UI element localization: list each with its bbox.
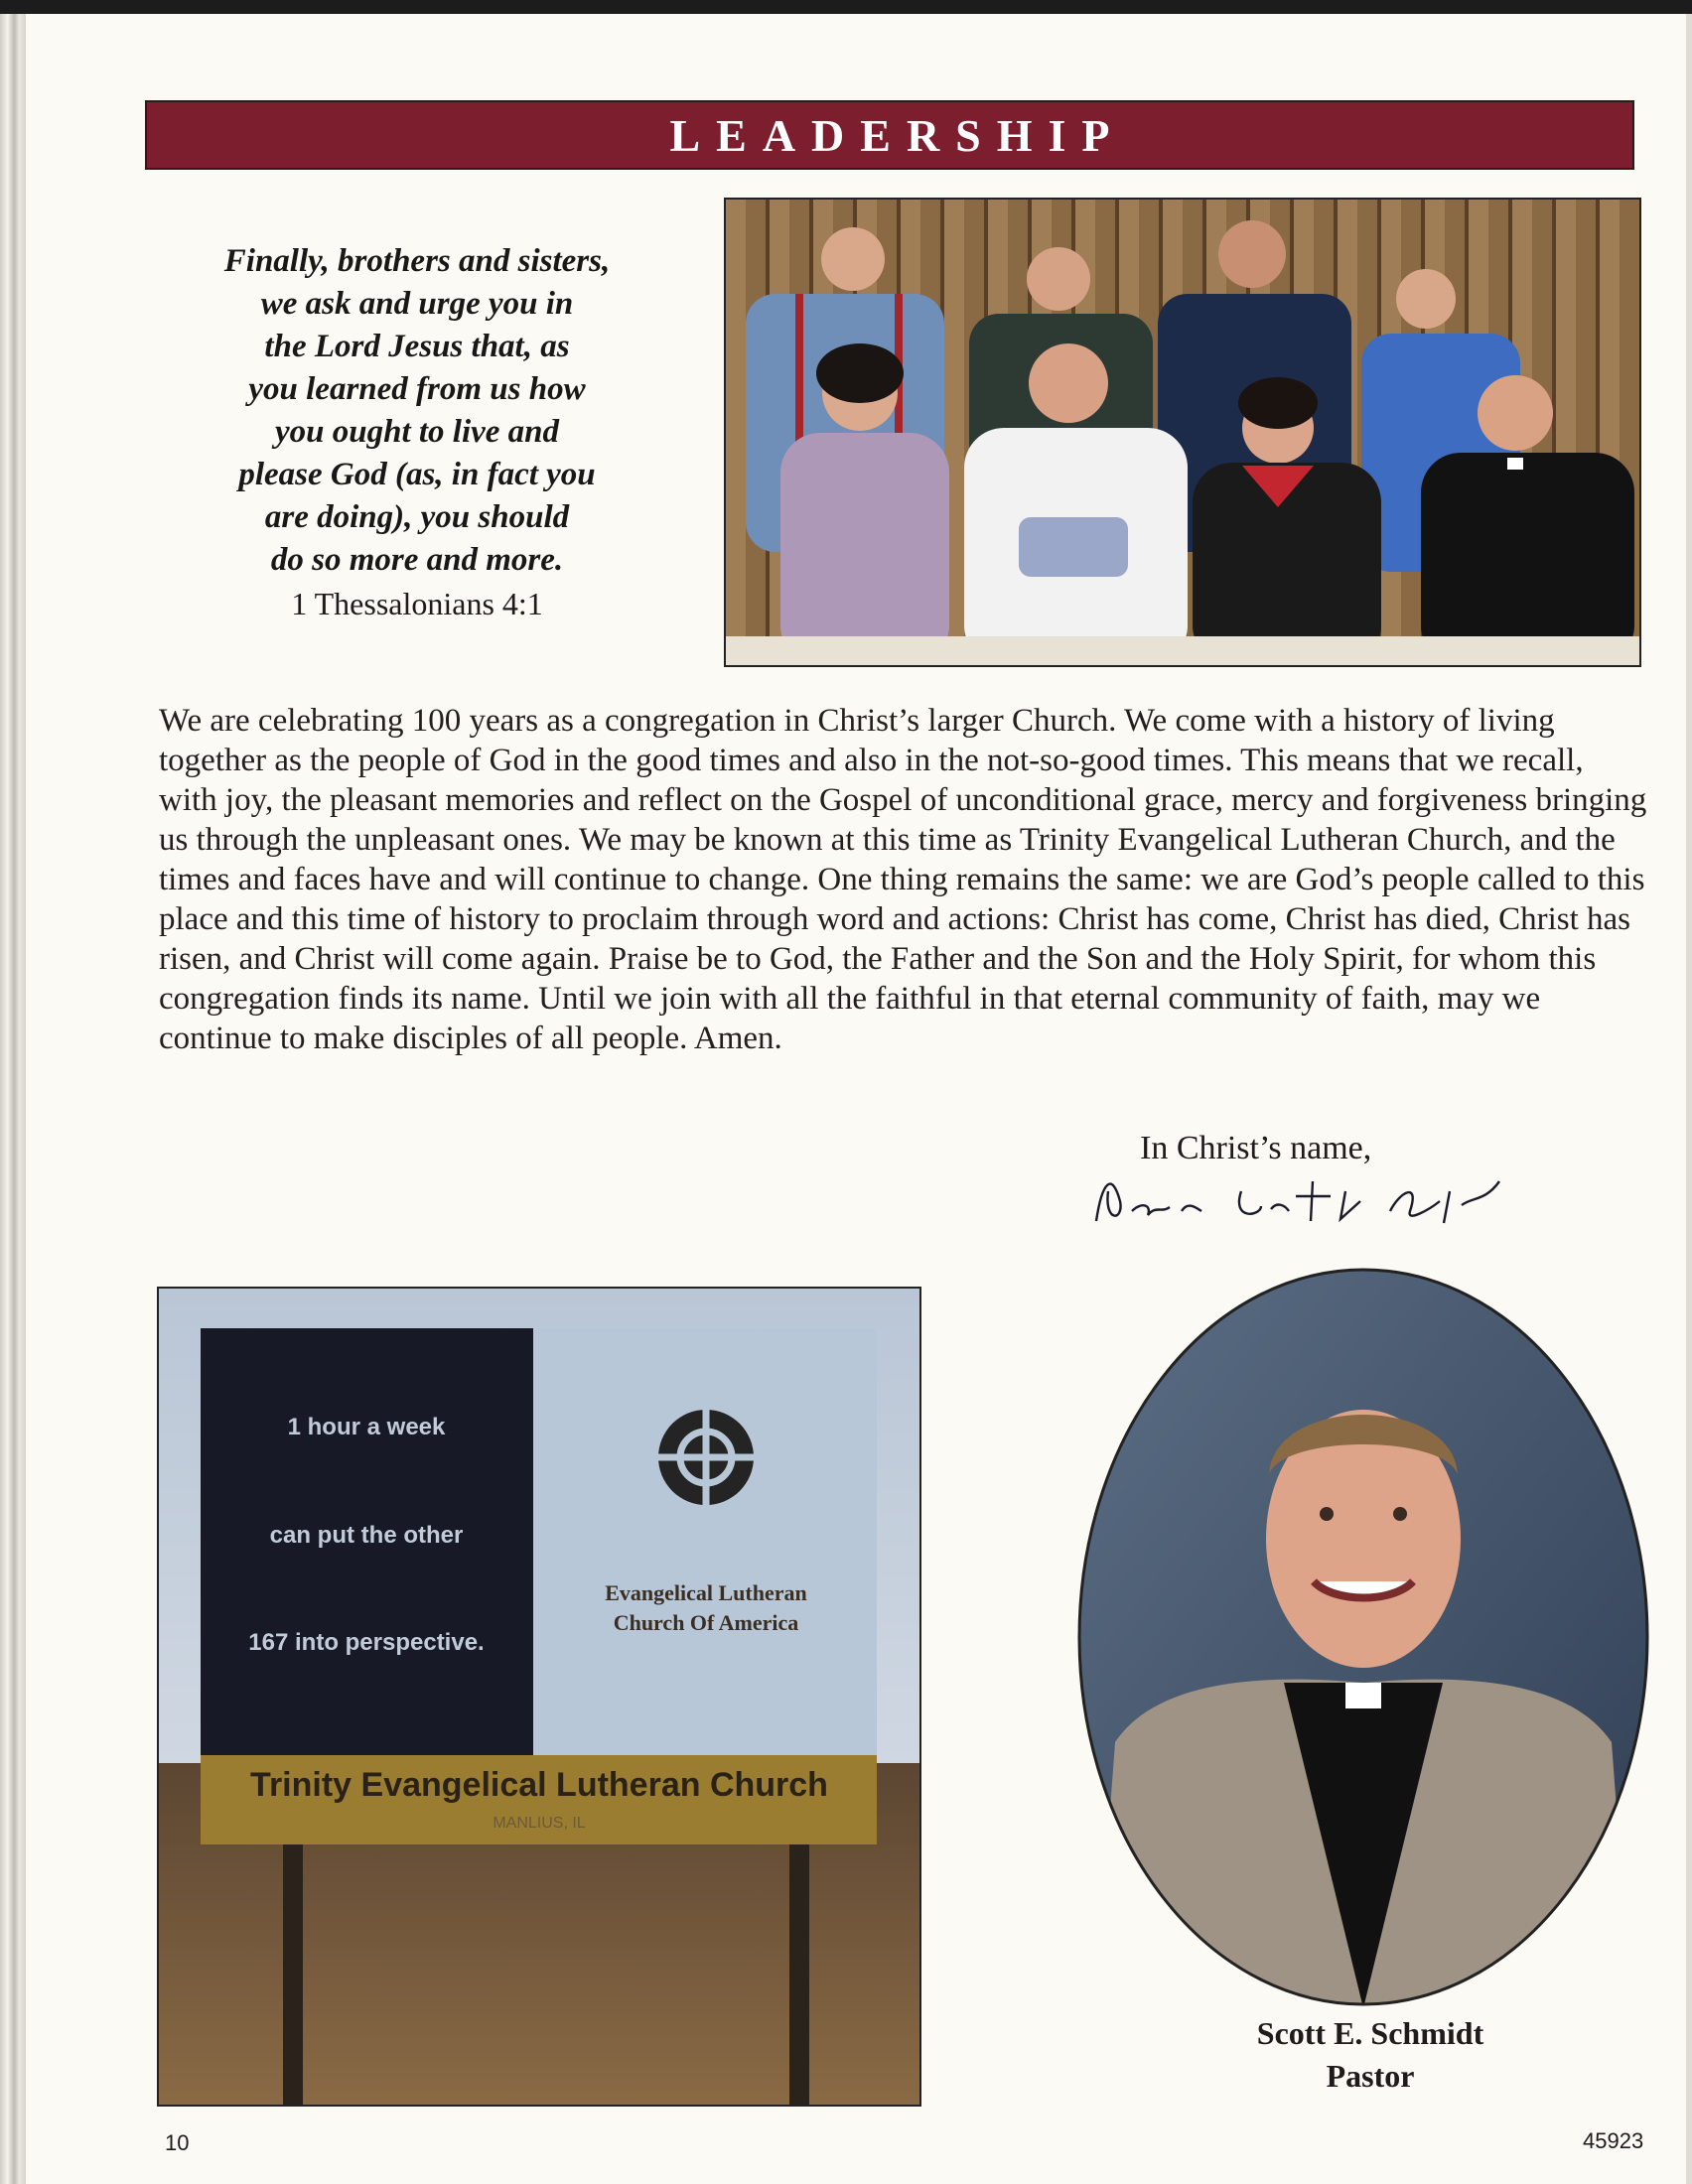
closing-line: In Christ’s name, <box>1140 1130 1372 1166</box>
page-number: 10 <box>165 2130 190 2155</box>
group-photo-image <box>726 200 1639 665</box>
sign-right-line-1: Evangelical Lutheran <box>605 1580 807 1605</box>
scripture-text: Finally, brothers and sisters, we ask and urge you in the Lord Jesus that, as you learned from us how you ought to live and please God (as, in fact you are doing), you should do so more and more. <box>223 243 611 578</box>
pastor-caption <box>1147 2012 1594 2098</box>
sign-right-line-2: Church Of America <box>613 1610 799 1635</box>
pastor-signature <box>1092 1161 1509 1241</box>
binding-spine <box>0 14 26 2184</box>
section-banner <box>145 100 1634 170</box>
sign-left-line-3: 167 into perspective. <box>248 1629 485 1656</box>
document-number: 45923 <box>1583 2128 1644 2153</box>
sign-left-line-1: 1 hour a week <box>287 1414 446 1440</box>
section-title: LEADERSHIP <box>669 109 1126 161</box>
sign-church-name: Trinity Evangelical Lutheran Church <box>250 1766 828 1804</box>
pastor-name: Scott E. Schmidt <box>1256 2015 1484 2051</box>
pastor-portrait <box>1075 1266 1651 2008</box>
scan-top-edge <box>0 0 1692 14</box>
page-right-edge <box>1686 14 1692 2184</box>
scripture-reference: 1 Thessalonians 4:1 <box>291 586 543 621</box>
sign-location: MANLIUS, IL <box>493 1815 586 1832</box>
pastor-message: We are celebrating 100 years as a congregation in Christ’s larger Church. We come with a history of living together as the people of God in the good times and also in the not-so-good times. This means that we recall, with joy, the pleasant memories and reflect on the Gospel of unconditional grace, mercy and forgiveness bringing us through the unpleasant ones. We may be known at this time as Trinity Evangelical Lutheran Church, and the times and faces have and will continue to change. One thing remains the same: we are God’s people called to this place and this time of history to proclaim through word and actions: Christ has come, Christ has died, Christ has risen, and Christ will come again. Praise be to God, the Father and the Son and the Holy Spirit, for whom this congregation finds its name. Until we join with all the faithful in that eternal community of faith, may we continue to make disciples of all people. Amen. <box>159 703 1647 1056</box>
church-sign-photo <box>157 1287 921 2107</box>
church-sign-image <box>159 1289 919 2105</box>
scripture-quote <box>149 240 685 625</box>
council-group-photo <box>724 198 1641 667</box>
pastor-title: Pastor <box>1326 2058 1415 2094</box>
sign-left-line-2: can put the other <box>269 1522 464 1549</box>
